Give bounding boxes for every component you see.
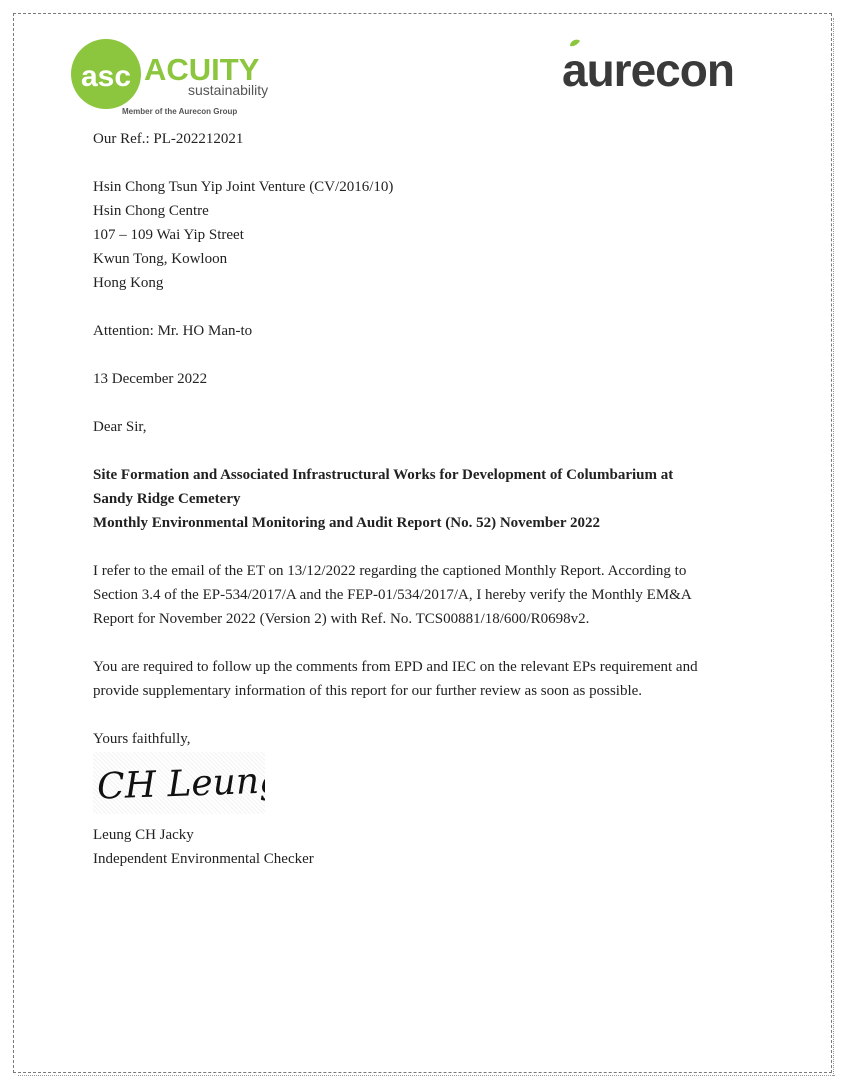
acuity-sub: sustainability bbox=[188, 82, 269, 98]
signer-title: Independent Environmental Checker bbox=[93, 851, 314, 867]
address-line: Hong Kong bbox=[93, 275, 164, 291]
body-line: provide supplementary information of this report for our further review as soon as possible. bbox=[93, 683, 643, 699]
body-line: Report for November 2022 (Version 2) with Ref. No. TCS00881/18/600/R0698v2. bbox=[93, 611, 590, 627]
closing: Yours faithfully, bbox=[93, 731, 191, 747]
subject-line: Monthly Environmental Monitoring and Audit Report (No. 52) November 2022 bbox=[93, 515, 600, 531]
address-line: Kwun Tong, Kowloon bbox=[93, 251, 228, 267]
subject-line: Sandy Ridge Cemetery bbox=[93, 491, 241, 507]
signer-name: Leung CH Jacky bbox=[93, 827, 194, 843]
page-shadow-bottom bbox=[18, 1075, 835, 1078]
signature-text: CH Leung bbox=[96, 760, 265, 808]
address-line: Hsin Chong Centre bbox=[93, 203, 209, 219]
acuity-name: ACUITY bbox=[144, 52, 260, 87]
address-line: 107 – 109 Wai Yip Street bbox=[93, 227, 244, 243]
acuity-tagline: Member of the Aurecon Group bbox=[122, 107, 238, 116]
signature bbox=[93, 752, 265, 814]
address-line: Hsin Chong Tsun Yip Joint Venture (CV/2016/10) bbox=[93, 179, 394, 195]
subject-line: Site Formation and Associated Infrastructural Works for Development of Columbarium at bbox=[93, 467, 674, 483]
letter-date: 13 December 2022 bbox=[93, 371, 208, 387]
aurecon-logo bbox=[560, 38, 780, 93]
salutation: Dear Sir, bbox=[93, 419, 147, 435]
body-line: I refer to the email of the ET on 13/12/2022 regarding the captioned Monthly Report. According to bbox=[93, 563, 687, 579]
body-line: Section 3.4 of the EP-534/2017/A and the FEP-01/534/2017/A, I hereby verify the Monthly EM&A bbox=[93, 587, 692, 603]
acuity-logo bbox=[70, 38, 270, 118]
acuity-monogram: asc bbox=[80, 60, 132, 93]
our-ref: Our Ref.: PL-202212021 bbox=[93, 131, 244, 147]
attention-line: Attention: Mr. HO Man-to bbox=[93, 323, 253, 339]
page-border bbox=[13, 13, 832, 1073]
aurecon-name: aurecon bbox=[562, 44, 734, 93]
page-shadow-right bbox=[833, 18, 837, 1076]
body-line: You are required to follow up the comments from EPD and IEC on the relevant EPs requirement and bbox=[93, 659, 698, 675]
signature-image bbox=[93, 752, 265, 814]
